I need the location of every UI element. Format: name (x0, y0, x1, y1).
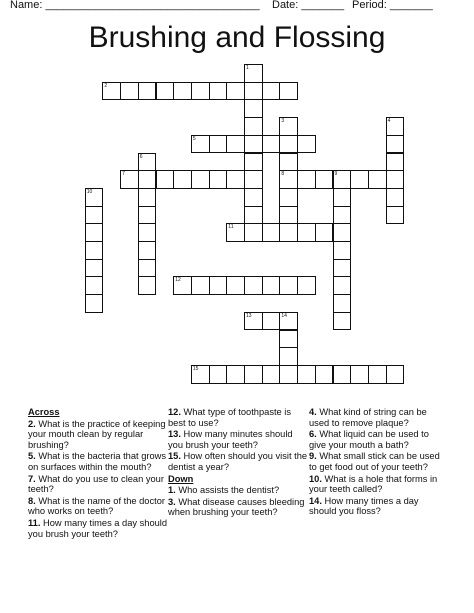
clue-number-label: 12 (175, 277, 181, 284)
grid-cell[interactable] (386, 170, 405, 189)
clue-down-4: 4. What kind of string can be used to remove plaque? (309, 407, 427, 428)
grid-cell[interactable] (244, 153, 263, 172)
grid-cell[interactable] (315, 223, 334, 242)
grid-cell[interactable] (386, 153, 405, 172)
grid-cell[interactable] (279, 135, 298, 154)
clue-down-10: 10. What is a hole that forms in your teeth called? (309, 473, 438, 495)
grid-cell[interactable] (85, 276, 104, 295)
grid-cell[interactable] (262, 135, 281, 154)
clue-number-label: 11 (228, 224, 234, 231)
grid-cell[interactable] (120, 82, 139, 101)
clue-number-label: 13 (246, 312, 252, 319)
clue-down-3: 3. What disease causes bleeding when brushing your teeth? (168, 496, 305, 518)
grid-cell[interactable] (279, 153, 298, 172)
clue-down-14: 14. How many times a day should you floss? (309, 495, 419, 517)
grid-cell[interactable] (262, 312, 281, 331)
grid-cell[interactable] (262, 223, 281, 242)
grid-cell[interactable] (279, 188, 298, 207)
grid-cell[interactable] (386, 117, 405, 136)
grid-cell[interactable] (156, 170, 175, 189)
grid-cell[interactable] (138, 259, 157, 278)
grid-cell[interactable] (333, 223, 352, 242)
grid-cell[interactable] (102, 82, 121, 101)
grid-cell[interactable] (120, 170, 139, 189)
grid-cell[interactable] (209, 82, 228, 101)
clue-number-label: 2 (104, 82, 108, 89)
grid-cell[interactable] (297, 135, 316, 154)
clue-column-2 (168, 407, 308, 519)
grid-cell[interactable] (191, 365, 210, 384)
grid-cell[interactable] (226, 276, 245, 295)
grid-cell[interactable] (333, 312, 352, 331)
clue-column-3 (309, 407, 447, 518)
grid-cell[interactable] (138, 188, 157, 207)
grid-cell[interactable] (138, 241, 157, 260)
across-heading: Across (28, 407, 60, 417)
grid-cell[interactable] (244, 312, 263, 331)
period-field-label: Period: _______ (352, 0, 433, 11)
clue-number-label: 5 (192, 135, 196, 142)
grid-cell[interactable] (297, 223, 316, 242)
grid-cell[interactable] (279, 117, 298, 136)
grid-cell[interactable] (244, 206, 263, 225)
grid-cell[interactable] (315, 365, 334, 384)
grid-cell[interactable] (138, 153, 157, 172)
grid-cell[interactable] (244, 99, 263, 118)
grid-cell[interactable] (333, 294, 352, 313)
grid-cell[interactable] (173, 170, 192, 189)
grid-cell[interactable] (226, 170, 245, 189)
grid-cell[interactable] (173, 82, 192, 101)
grid-cell[interactable] (85, 188, 104, 207)
grid-cell[interactable] (262, 82, 281, 101)
grid-cell[interactable] (226, 365, 245, 384)
clue-number-label: 7 (122, 171, 125, 178)
grid-cell[interactable] (209, 365, 228, 384)
page-title: Brushing and Flossing (88, 21, 386, 54)
grid-cell[interactable] (138, 223, 157, 242)
grid-cell[interactable] (138, 170, 157, 189)
grid-cell[interactable] (209, 170, 228, 189)
clue-down-9: 9. What small stick can be used to get food out of your teeth? (309, 451, 440, 472)
clue-number-label: 3 (281, 118, 285, 125)
grid-cell[interactable] (350, 365, 369, 384)
grid-cell[interactable] (333, 170, 352, 189)
grid-cell[interactable] (138, 82, 157, 101)
clue-across-13: 13. How many minutes should you brush your teeth? (168, 429, 293, 450)
grid-cell[interactable] (191, 170, 210, 189)
grid-cell[interactable] (173, 276, 192, 295)
grid-cell[interactable] (279, 330, 298, 349)
grid-cell[interactable] (297, 365, 316, 384)
clue-down-6: 6. What liquid can be used to give your mouth a bath? (309, 429, 429, 450)
clue-down-1: 1. Who assists the dentist? (168, 485, 280, 496)
grid-cell[interactable] (138, 276, 157, 295)
grid-cell[interactable] (279, 170, 298, 189)
grid-cell[interactable] (209, 135, 228, 154)
grid-cell[interactable] (262, 276, 281, 295)
grid-cell[interactable] (279, 312, 298, 331)
grid-cell[interactable] (85, 259, 104, 278)
grid-cell[interactable] (226, 223, 245, 242)
clue-number-label: 10 (86, 188, 93, 195)
clue-across-8: 8. What is the name of the doctor who works on teeth? (28, 495, 165, 517)
grid-cell[interactable] (279, 223, 298, 242)
clue-number-label: 8 (281, 171, 285, 178)
grid-cell[interactable] (279, 365, 298, 384)
grid-cell[interactable] (138, 206, 157, 225)
grid-cell[interactable] (209, 276, 228, 295)
grid-cell[interactable] (386, 206, 405, 225)
grid-cell[interactable] (279, 206, 298, 225)
grid-cell[interactable] (368, 365, 387, 384)
grid-cell[interactable] (226, 135, 245, 154)
grid-cell[interactable] (244, 223, 263, 242)
grid-cell[interactable] (244, 188, 263, 207)
grid-cell[interactable] (279, 82, 298, 101)
grid-cell[interactable] (333, 206, 352, 225)
grid-cell[interactable] (244, 117, 263, 136)
grid-cell[interactable] (244, 170, 263, 189)
clue-number-label: 9 (334, 171, 338, 178)
grid-cell[interactable] (85, 294, 104, 313)
grid-cell[interactable] (279, 347, 298, 366)
clue-number-label: 4 (387, 118, 391, 125)
grid-cell[interactable] (333, 241, 352, 260)
grid-cell[interactable] (350, 170, 369, 189)
grid-cell[interactable] (85, 206, 104, 225)
grid-cell[interactable] (156, 82, 175, 101)
clue-across-2: 2. What is the practice of keeping your mouth clean by regular brushing? (28, 418, 166, 450)
grid-cell[interactable] (333, 276, 352, 295)
grid-cell[interactable] (85, 223, 104, 242)
clue-across-11: 11. How many times a day should you brush your teeth? (28, 517, 168, 539)
clue-column-1 (28, 407, 168, 540)
grid-cell[interactable] (262, 365, 281, 384)
grid-cell[interactable] (244, 365, 263, 384)
grid-cell[interactable] (297, 276, 316, 295)
grid-cell[interactable] (85, 241, 104, 260)
grid-cell[interactable] (333, 365, 352, 384)
grid-cell[interactable] (244, 82, 263, 101)
clue-across-12: 12. What type of toothpaste is best to use? (168, 407, 292, 428)
grid-cell[interactable] (244, 64, 263, 83)
grid-cell[interactable] (244, 135, 263, 154)
grid-cell[interactable] (226, 82, 245, 101)
clue-across-5: 5. What is the bacteria that grows on surfaces within the mouth? (28, 451, 166, 472)
grid-cell[interactable] (333, 259, 352, 278)
grid-cell[interactable] (191, 276, 210, 295)
clue-number-label: 6 (139, 153, 143, 160)
clue-number-label: 1 (246, 65, 249, 71)
clue-across-7: 7. What do you use to clean your teeth? (28, 473, 164, 495)
down-heading: Down (168, 473, 194, 484)
clue-across-15: 15. How often should you visit the dentist a year? (168, 451, 308, 472)
clue-number-label: 14 (281, 312, 287, 319)
grid-cell[interactable] (297, 170, 316, 189)
grid-cell[interactable] (386, 188, 405, 207)
grid-cell[interactable] (279, 276, 298, 295)
grid-cell[interactable] (315, 170, 334, 189)
grid-cell[interactable] (386, 135, 405, 154)
name-field-label: Name: ___________________________________ (10, 0, 260, 11)
grid-cell[interactable] (386, 365, 405, 384)
grid-cell[interactable] (244, 276, 263, 295)
clue-number-label: 15 (192, 365, 199, 372)
date-field-label: Date: _______ (272, 0, 345, 11)
grid-cell[interactable] (368, 170, 387, 189)
grid-cell[interactable] (191, 135, 210, 154)
grid-cell[interactable] (191, 82, 210, 101)
grid-cell[interactable] (333, 188, 352, 207)
